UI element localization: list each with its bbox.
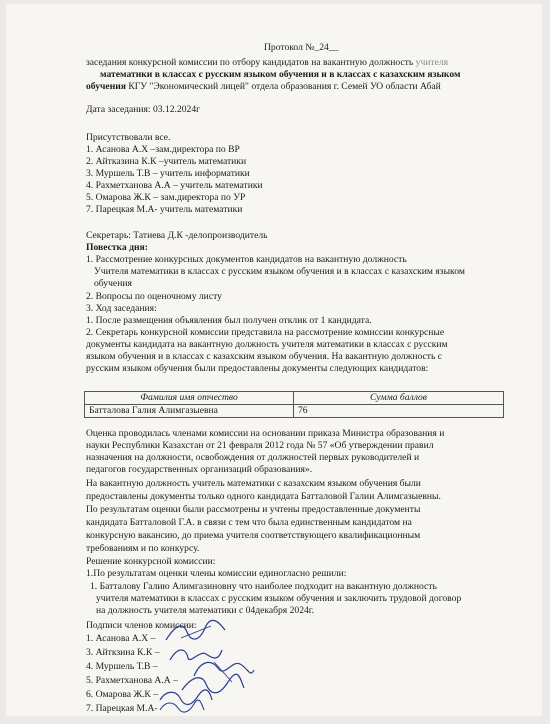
body-line: предоставлены документы только одного кандидата Батталовой Галии Алимгазыевны. — [86, 491, 441, 502]
body-line: 1. Батталову Галию Алимгазиновну что наиболее подходит на вакантную должность — [90, 581, 437, 592]
body-line: конкурсную вакансию, до приема учителя соответствующего квалификационным — [86, 530, 421, 541]
agenda-line: Учителя математики в классах с русским языком обучения и в классах с казахским языком — [94, 266, 465, 277]
decision-title: Решение конкурсной комиссии: — [86, 556, 216, 567]
secretary-line: Секретарь: Татиева Д.К -делопроизводитель — [86, 230, 268, 241]
header-line-2: математики в классах с русским языком обучения и в классах с казахским языком — [100, 69, 461, 80]
document-page — [6, 4, 542, 716]
signature-member: 1. Асанова А.Х – — [86, 633, 156, 644]
protocol-title: Протокол №_24__ — [264, 42, 339, 53]
signature-member: 7. Парецкая М.А- — [86, 703, 158, 714]
body-line: учителя математики в классах с русским языком обучения и заключить трудовой договор — [96, 593, 462, 604]
signatures-title: Подписи членов комиссии: — [86, 620, 197, 631]
signature-member: 5. Рахметханова А.А – — [86, 675, 178, 686]
present-member: 5. Омарова Ж.К – зам.директора по УР — [86, 192, 246, 203]
present-member: 7. Парецкая М.А- учитель математики — [86, 204, 243, 215]
present-title: Присутствовали все. — [86, 132, 171, 143]
signature-member: 6. Омарова Ж.К – — [86, 689, 159, 700]
agenda-line: языком обучения и в классах с казахским языком обучения. На вакантную должность с — [86, 351, 442, 362]
table-header-row — [85, 392, 504, 405]
candidates-table — [84, 391, 504, 418]
column-header-score: Сумма баллов — [294, 392, 504, 405]
candidate-score-cell: 76 — [294, 405, 504, 418]
table-row — [85, 405, 504, 418]
present-member: 3. Муршель Т.В – учитель информатики — [86, 168, 250, 179]
body-line: На вакантную должность учитель математики с казахским языком обучения были — [86, 478, 421, 489]
agenda-title: Повестка дня: — [86, 242, 148, 253]
agenda-line: 2. Секретарь конкурсной комиссии представила на рассмотрение комиссии конкурсные — [86, 327, 445, 338]
agenda-line: документы кандидата на вакантную должность учителя математики в классах с русским — [86, 339, 448, 350]
header-line-3: обучения КГУ "Экономический лицей" отдела образования г. Семей УО области Абай — [86, 81, 441, 92]
handwritten-signature — [161, 618, 231, 646]
present-member: 4. Рахметханова А.А – учитель математики — [86, 180, 263, 191]
body-line: Оценка проводилась членами комиссии на основании приказа Министра образования и — [86, 428, 445, 439]
agenda-line: русским языком обучения были предоставлены документы следующих кандидатов: — [86, 363, 429, 374]
signature-member: 4. Муршель Т.В – — [86, 661, 158, 672]
present-member: 1. Асанова А.Х –зам.директора по ВР — [86, 144, 240, 155]
column-header-name: Фамилия имя отчество — [85, 392, 294, 405]
body-line: требованиям и по конкурсу. — [86, 543, 200, 554]
agenda-line: 1. После размещения объявления был получен отклик от 1 кандидата. — [86, 315, 372, 326]
handwritten-signature — [156, 698, 206, 716]
signature-member: 3. Айткзина К.К – — [86, 647, 160, 658]
agenda-line: 1. Рассмотрение конкурсных документов кандидатов на вакантную должность — [86, 254, 407, 265]
body-line: 1.По результатам оценки члены комиссии единогласно решили: — [86, 568, 347, 579]
present-member: 2. Айтказина К.К –учитель математики — [86, 156, 247, 167]
candidate-name-cell: Батталова Галия Алимгазыевна — [85, 405, 294, 418]
agenda-line: обучения — [94, 278, 132, 289]
body-line: кандидата Батталовой Г.А. в связи с тем что была единственным кандидатом на — [86, 517, 412, 528]
agenda-line: 2. Вопросы по оценочному листу — [86, 291, 222, 302]
agenda-line: 3. Ход заседания: — [86, 303, 157, 314]
body-line: науки Республики Казахстан от 21 февраля 2012 года № 57 «Об утверждении правил — [86, 440, 434, 451]
body-line: педагогов государственных организаций образования». — [86, 464, 313, 475]
header-line-1: заседания конкурсной комиссии по отбору кандидатов на вакантную должность учителя — [86, 57, 449, 68]
meeting-date: Дата заседания: 03.12.2024г — [86, 104, 201, 115]
body-line: По результатам оценки были рассмотрены и учтены предоставленные документы — [86, 504, 421, 515]
body-line: назначения на должности, освобождения от должностей первых руководителей и — [86, 452, 420, 463]
body-line: на должность учителя математики с 04декабря 2024г. — [96, 605, 315, 616]
